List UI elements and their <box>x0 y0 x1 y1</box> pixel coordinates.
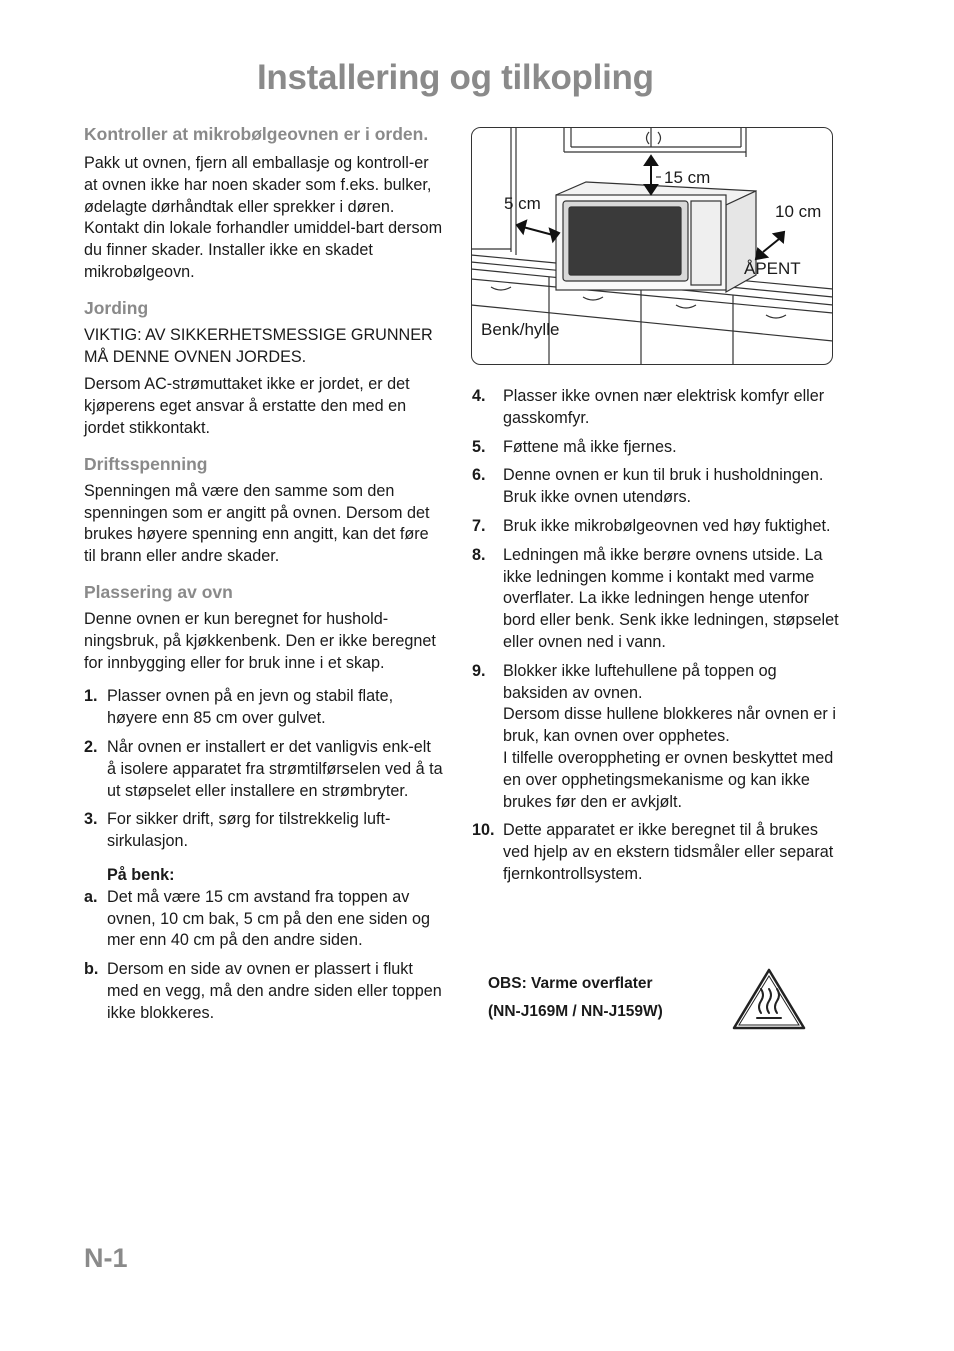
list-item <box>84 959 444 1024</box>
item-text: For sikker drift, sørg for tilstrekkelig luft-sirkulasjon. <box>107 810 391 851</box>
item-number: 6. <box>472 466 486 485</box>
item-text: Ledningen må ikke berøre ovnens utside. La ikke ledningen komme i kontakt med varme overflater. La ikke ledningen henge utenfor bord eller benk. Senk ikke ledningen, støpselet eller ovnen ned i vann. <box>503 545 839 651</box>
item-text: Dette apparatet er ikke beregnet til å brukes ved hjelp av en ekstern tidsmåler eller separat fjernkontrollsystem. <box>503 821 834 883</box>
item-number: 7. <box>472 516 486 535</box>
item-number: 9. <box>472 661 486 680</box>
item-letter: a. <box>84 887 98 906</box>
list-item <box>472 516 842 538</box>
hot-surface-warning <box>488 970 663 1026</box>
counter-label: Benk/hylle <box>481 320 560 339</box>
item-number: 3. <box>84 810 98 829</box>
voltage-paragraph: Spenningen må være den samme som den spenningen som er angitt på ovnen. Dersom det brukes høyere spenning enn angitt, kan det føre til brann eller andre skader. <box>84 481 430 566</box>
warning-line-1: OBS: Varme overflater <box>488 975 653 992</box>
open-label: ÅPENT <box>744 259 801 278</box>
item-text: Dersom en side av ovnen er plassert i flukt med en vegg, må den andre siden eller toppen ikke blokkeres. <box>107 960 442 1022</box>
hot-surface-warning-icon <box>731 967 807 1031</box>
grounding-paragraph: Dersom AC-strømuttaket ikke er jordet, er det kjøperens eget ansvar å erstatte den med en jordet stikkontakt. <box>84 375 410 437</box>
section-heading-check: Kontroller at mikrobølgeovnen er i orden. <box>84 124 429 144</box>
clearance-back-label: 10 cm <box>775 202 822 221</box>
item-text: Bruk ikke mikrobølgeovnen ved høy fuktighet. <box>503 516 831 535</box>
check-paragraph: Pakk ut ovnen, fjern all emballasje og kontroll-er at ovnen ikke har noen skader som f.eks. bulker, ødelagte dørhåndtak eller sprekker i døren. Kontakt din lokale forhandler umiddel-bart dersom du finner skader. Installer ikke en skadet mikrobølgeovn. <box>84 154 443 281</box>
list-item <box>472 386 842 430</box>
section-heading-voltage: Driftsspenning <box>84 453 208 474</box>
clearance-side-label: 5 cm <box>504 194 541 213</box>
left-column <box>84 124 444 1032</box>
list-item <box>472 545 842 654</box>
list-item <box>84 737 444 802</box>
placement-list <box>84 686 444 853</box>
microwave-clearance-illustration <box>471 127 833 365</box>
item-text: Føttene må ikke fjernes. <box>503 437 677 456</box>
item-letter: b. <box>84 960 99 979</box>
list-item <box>472 661 842 814</box>
section-heading-placement: Plassering av ovn <box>84 581 233 602</box>
safety-list <box>472 386 842 886</box>
grounding-warning: VIKTIG: AV SIKKERHETSMESSIGE GRUNNER MÅ DENNE OVNEN JORDES. <box>84 325 433 366</box>
list-item <box>84 809 444 853</box>
item-number: 1. <box>84 687 98 706</box>
list-item <box>84 887 444 952</box>
counter-list <box>84 887 444 1025</box>
item-number: 10. <box>472 821 495 840</box>
section-heading-grounding: Jording <box>84 297 149 318</box>
right-column <box>472 386 842 893</box>
list-item <box>472 820 842 885</box>
list-item <box>472 437 842 459</box>
installation-diagram <box>471 127 833 365</box>
item-number: 4. <box>472 387 486 405</box>
item-text: Plasser ovnen på en jevn og stabil flate, høyere enn 85 cm over gulvet. <box>107 687 394 728</box>
warning-line-2: (NN-J169M / NN-J159W) <box>488 1003 663 1020</box>
on-counter-heading: På benk: <box>107 865 175 884</box>
item-text: Plasser ikke ovnen nær elektrisk komfyr eller gasskomfyr. <box>503 387 825 427</box>
item-number: 5. <box>472 437 486 456</box>
item-text: Det må være 15 cm avstand fra toppen av ovnen, 10 cm bak, 5 cm på den ene siden og mer enn 40 cm på den andre siden. <box>107 887 431 950</box>
page-title: Installering og tilkopling <box>257 58 654 97</box>
item-number: 2. <box>84 737 98 756</box>
page-number: N-1 <box>84 1243 128 1273</box>
clearance-top-label: 15 cm <box>664 168 711 187</box>
item-text: Blokker ikke luftehullene på toppen og baksiden av ovnen. Dersom disse hullene blokkeres når ovnen er i bruk, kan ovnen over opphetes. I tilfelle overoppheting er ovnen beskyttet med en over opphetingsmekanisme og kan ikke brukes før den er avkjølt. <box>503 661 836 811</box>
list-item <box>472 465 842 509</box>
item-text: Når ovnen er installert er det vanligvis enk-elt å isolere apparatet fra strømtilførselen ved å ta ut støpselet eller installere en strømbryter. <box>107 737 443 800</box>
item-text: Denne ovnen er kun til bruk i husholdningen. Bruk ikke ovnen utendørs. <box>503 466 824 507</box>
item-number: 8. <box>472 545 486 564</box>
placement-paragraph: Denne ovnen er kun beregnet for hushold-ningsbruk, på kjøkkenbenk. Den er ikke beregnet for innbygging eller for bruk inne i et skap. <box>84 609 436 672</box>
list-item <box>84 686 444 730</box>
